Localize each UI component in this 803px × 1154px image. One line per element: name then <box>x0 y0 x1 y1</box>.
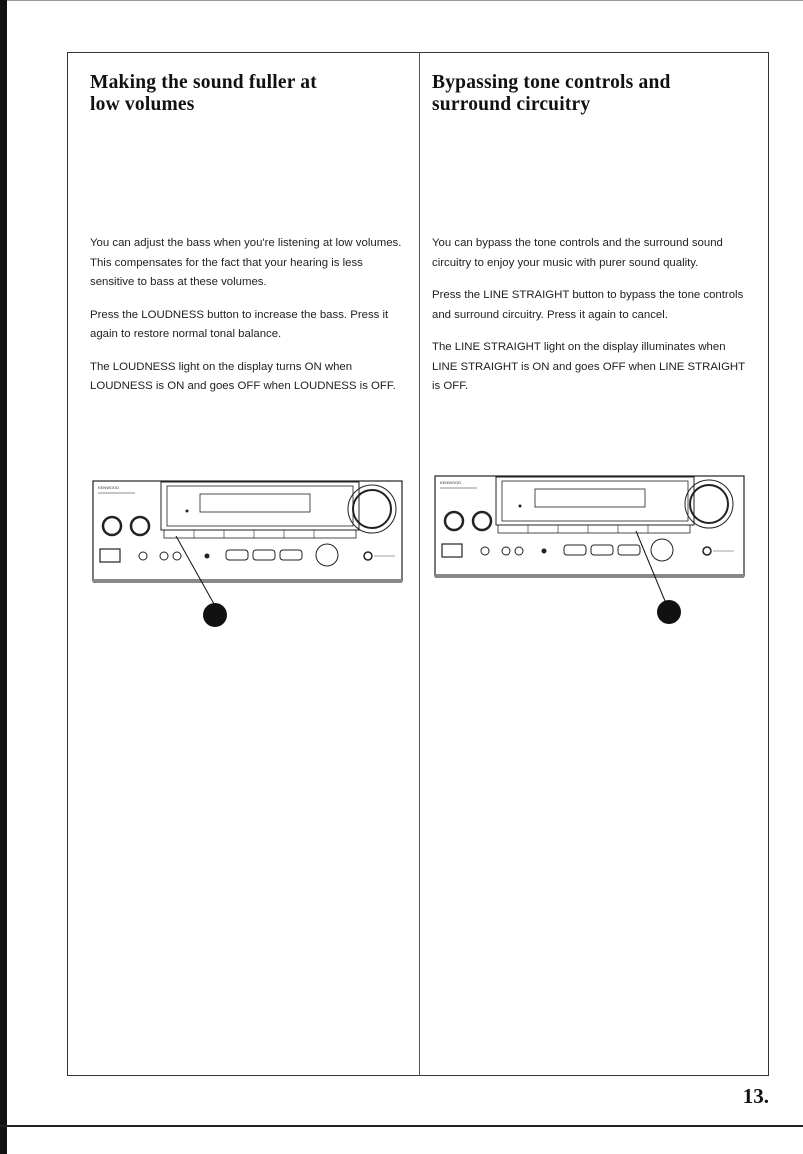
right-paragraph-1: You can bypass the tone controls and the surround sound circuitry to enjoy your music with purer sound quality. <box>432 237 723 269</box>
amplifier-front-panel <box>435 476 744 578</box>
bottom-rule <box>0 1125 803 1127</box>
bass-knob <box>103 517 121 535</box>
bass-knob <box>445 512 463 530</box>
power-button <box>100 549 120 562</box>
brand-label: KENWOOD <box>440 480 462 485</box>
power-button <box>442 544 462 557</box>
display-window <box>535 489 645 507</box>
treble-knob <box>473 512 491 530</box>
right-column <box>432 72 750 392</box>
right-paragraph-2: Press the LINE STRAIGHT button to bypass the tone controls and surround circuitry. Press it again to cancel. <box>432 289 744 321</box>
left-title-line2: low volumes <box>90 94 195 115</box>
left-title-line1: Making the sound fuller at <box>90 72 317 93</box>
top-edge-line <box>0 0 803 1</box>
display-window <box>200 494 310 512</box>
callout-line <box>636 531 665 601</box>
page-number: 13. <box>742 1084 769 1108</box>
treble-knob <box>131 517 149 535</box>
amplifier-front-panel <box>93 481 402 583</box>
left-paragraph-1: You can adjust the bass when you're listening at low volumes. This compensates for the fact that your hearing is less sensitive to bass at these volumes. <box>90 237 402 288</box>
column-divider <box>419 52 420 1076</box>
binding-edge <box>0 0 7 1154</box>
function-button-bar <box>164 530 356 538</box>
right-body <box>432 234 752 410</box>
function-button-bar <box>498 525 690 533</box>
right-title-line2: surround circuitry <box>432 94 591 115</box>
brand-label: KENWOOD <box>98 485 120 490</box>
right-title-line1: Bypassing tone controls and <box>432 72 671 93</box>
left-paragraph-2: Press the LOUDNESS button to increase the bass. Press it again to restore normal tonal balance. <box>90 308 389 340</box>
right-paragraph-3: The LINE STRAIGHT light on the display illuminates when LINE STRAIGHT is ON and goes OFF when LINE STRAIGHT is OFF. <box>432 341 745 392</box>
left-column <box>90 72 408 392</box>
input-selector-knob <box>316 544 338 566</box>
callout-marker <box>203 603 227 627</box>
left-section-title <box>90 72 408 116</box>
callout-marker <box>657 600 681 624</box>
input-selector-knob <box>651 539 673 561</box>
left-body <box>90 234 410 410</box>
amplifier-diagram-right <box>432 466 752 646</box>
right-section-title <box>432 72 750 116</box>
callout-line <box>176 536 214 604</box>
amplifier-diagram-left <box>90 466 410 646</box>
volume-knob <box>690 485 728 523</box>
left-paragraph-3: The LOUDNESS light on the display turns ON when LOUDNESS is ON and goes OFF when LOUDNESS is OFF. <box>90 360 396 392</box>
